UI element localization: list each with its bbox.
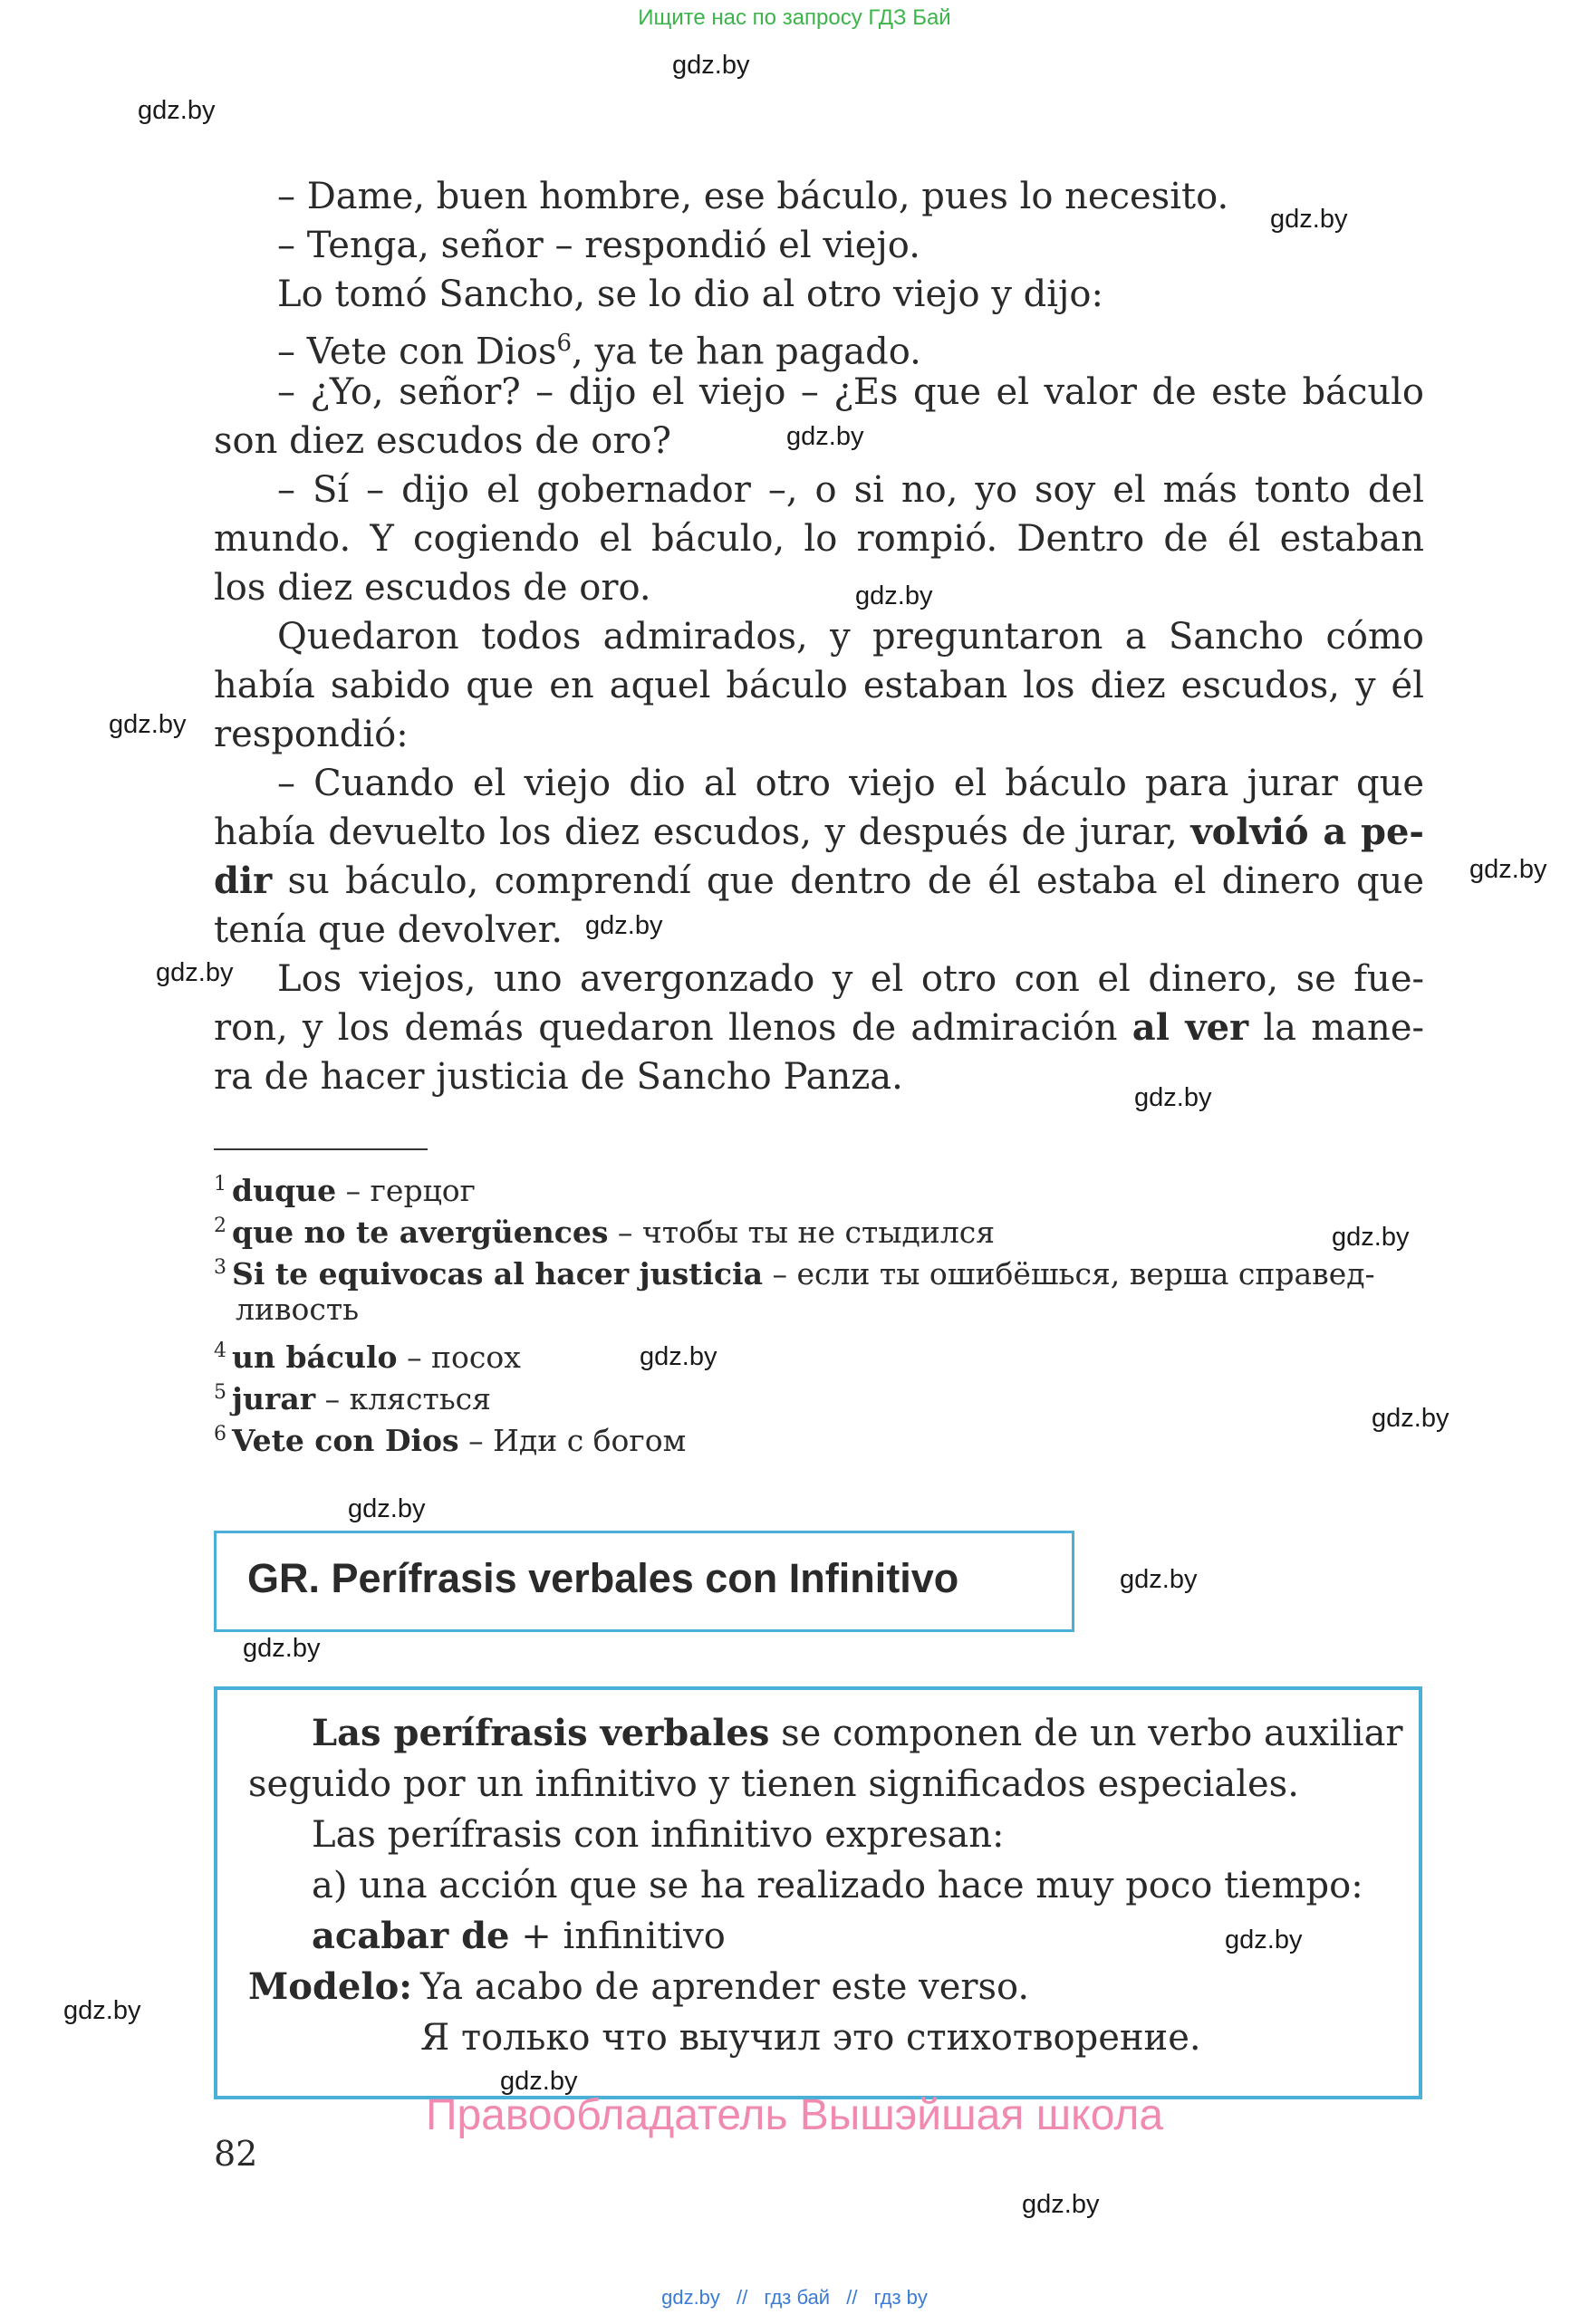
story-line: – Cuando el viejo dio al otro viejo el báculo para jurar que xyxy=(277,763,1424,804)
watermark: gdz.by xyxy=(1225,1925,1303,1954)
footnote-term: jurar xyxy=(232,1381,316,1416)
footnote-term: duque xyxy=(232,1173,337,1208)
footnote-number: 4 xyxy=(214,1340,226,1362)
bottom-separator: // xyxy=(846,2286,858,2309)
rule-term: Las perífrasis verbales xyxy=(312,1712,770,1754)
footnote-term: que no te avergüences xyxy=(232,1215,609,1250)
watermark: gdz.by xyxy=(63,1996,141,2025)
watermark: gdz.by xyxy=(640,1342,717,1371)
rule-line: a) una acción que se ha realizado hace muy poco tiempo: xyxy=(312,1865,1363,1906)
footnote-divider xyxy=(214,1148,428,1150)
footnote-number: 5 xyxy=(214,1381,226,1404)
story-fragment: su báculo, comprendí que dentro de él estaba el dinero que xyxy=(272,860,1424,902)
watermark: gdz.by xyxy=(1120,1565,1198,1594)
story-fragment: ron, y los demás quedaron llenos de admiración xyxy=(214,1007,1132,1049)
bottom-link[interactable]: гдз бай xyxy=(764,2286,831,2309)
rule-line xyxy=(248,1708,1403,1759)
footnote-term: Si te equivocas al hacer justicia xyxy=(232,1256,763,1292)
watermark: gdz.by xyxy=(855,581,933,610)
story-text xyxy=(214,172,1424,1101)
story-line: – Dame, buen hombre, ese báculo, pues lo necesito. xyxy=(277,176,1229,217)
story-emphasis: dir xyxy=(214,859,273,902)
rule-fragment: se componen de un verbo auxiliar xyxy=(769,1713,1403,1754)
footnote xyxy=(214,1372,1428,1414)
watermark: gdz.by xyxy=(109,710,187,739)
story-line xyxy=(214,319,1424,373)
story-line: había sabido que en aquel báculo estaban los diez escudos, y él xyxy=(214,665,1424,706)
footnote-term: un báculo xyxy=(232,1340,398,1375)
watermark: gdz.by xyxy=(786,422,864,451)
story-line: – Sí – dijo el gobernador –, o si no, yo soy el más tonto del xyxy=(277,469,1424,511)
story-line: ra de hacer justicia de Sancho Panza. xyxy=(214,1056,903,1098)
story-fragment: , ya te han pagado. xyxy=(572,331,921,373)
rule-line xyxy=(248,1911,1399,1962)
footnote-text: – Иди с богом xyxy=(458,1423,687,1458)
watermark: gdz.by xyxy=(1270,205,1348,234)
copyright-notice: Правообладатель Вышэйшая школа xyxy=(425,2091,1164,2139)
watermark: gdz.by xyxy=(1372,1404,1449,1433)
bottom-link[interactable]: гдз by xyxy=(873,2286,928,2309)
story-line: mundo. Y cogiendo el báculo, lo rompió. Dentro de él estaban xyxy=(214,518,1424,560)
watermark: gdz.by xyxy=(1134,1083,1212,1112)
story-emphasis: al ver xyxy=(1132,1006,1249,1049)
rule-term: acabar de xyxy=(312,1915,510,1957)
footnote-ref: 6 xyxy=(556,330,573,357)
story-line: son diez escudos de oro? xyxy=(214,420,671,462)
bottom-separator: // xyxy=(737,2286,748,2309)
story-fragment: había devuelto los diez escudos, y después de jurar, xyxy=(214,811,1191,853)
story-emphasis: volvió a pe- xyxy=(1190,811,1424,853)
watermark: gdz.by xyxy=(1469,855,1547,884)
rule-line: Las perífrasis con infinitivo expresan: xyxy=(312,1814,1005,1856)
story-fragment: la mane- xyxy=(1248,1007,1425,1049)
story-line xyxy=(214,857,1424,906)
footnote-term: Vete con Dios xyxy=(232,1423,459,1458)
footnote-text: – чтобы ты не стыдился xyxy=(608,1215,996,1250)
footnote xyxy=(214,1330,1428,1375)
rule-fragment: + infinitivo xyxy=(509,1916,726,1957)
footnote-text: – если ты ошибёшься, верша справед- xyxy=(762,1256,1375,1292)
bottom-link[interactable]: gdz.by xyxy=(661,2286,720,2309)
grammar-title: GR. Perífrasis verbales con Infinitivo xyxy=(247,1555,959,1601)
story-line: los diez escudos de oro. xyxy=(214,567,651,609)
footnote-number: 6 xyxy=(214,1423,226,1445)
watermark: gdz.by xyxy=(348,1494,426,1523)
modelo-translation: Я только что выучил это стихотворение. xyxy=(420,2017,1201,2059)
watermark: gdz.by xyxy=(156,958,234,987)
footnote xyxy=(214,1205,1428,1250)
story-line: – ¿Yo, señor? – dijo el viejo – ¿Es que el valor de este báculo xyxy=(277,371,1424,413)
footnote xyxy=(214,1247,1428,1292)
footnote xyxy=(214,1164,1428,1208)
page-number: 82 xyxy=(214,2134,258,2174)
story-line xyxy=(214,808,1424,857)
footnote-continuation: ливость xyxy=(236,1292,360,1327)
watermark: gdz.by xyxy=(243,1634,321,1663)
story-line: – Tenga, señor – respondió el viejo. xyxy=(277,225,920,266)
footnote xyxy=(214,1414,1428,1458)
bottom-links xyxy=(0,2286,1589,2310)
modelo-spanish: Ya acabo de aprender este verso. xyxy=(420,1966,1030,2008)
watermark: gdz.by xyxy=(1022,2190,1100,2219)
modelo-label: Modelo: xyxy=(248,1965,413,2008)
grammar-rule-box xyxy=(214,1686,1422,2099)
story-line: tenía que devolver. xyxy=(214,909,563,951)
footnote-text: – клясться xyxy=(315,1381,491,1416)
top-banner[interactable]: Ищите нас по запросу ГДЗ Бай xyxy=(638,5,951,30)
story-line: Quedaron todos admirados, y preguntaron a Sancho cómo xyxy=(277,616,1424,658)
footnote-number: 2 xyxy=(214,1215,226,1237)
watermark: gdz.by xyxy=(585,911,663,940)
modelo-line xyxy=(248,1962,1399,2012)
story-line xyxy=(214,1004,1424,1052)
grammar-rule-text xyxy=(248,1708,1403,2063)
grammar-heading-box xyxy=(214,1531,1074,1632)
story-line: Lo tomó Sancho, se lo dio al otro viejo y dijo: xyxy=(277,274,1103,315)
footnotes xyxy=(214,1164,1428,1458)
story-line: respondió: xyxy=(214,714,409,755)
watermark: gdz.by xyxy=(500,2067,578,2096)
story-line: Los viejos, uno avergonzado y el otro con el dinero, se fue- xyxy=(277,958,1424,1000)
rule-line: seguido por un infinitivo y tienen significados especiales. xyxy=(248,1763,1299,1805)
footnote-text: – герцог xyxy=(336,1173,476,1208)
footnote-text: – посох xyxy=(397,1340,521,1375)
watermark: gdz.by xyxy=(138,96,216,125)
story-fragment: – Vete con Dios xyxy=(277,331,557,373)
footnote-number: 1 xyxy=(214,1173,226,1196)
footnote-number: 3 xyxy=(214,1256,226,1279)
watermark: gdz.by xyxy=(1332,1223,1410,1252)
watermark: gdz.by xyxy=(672,51,750,80)
